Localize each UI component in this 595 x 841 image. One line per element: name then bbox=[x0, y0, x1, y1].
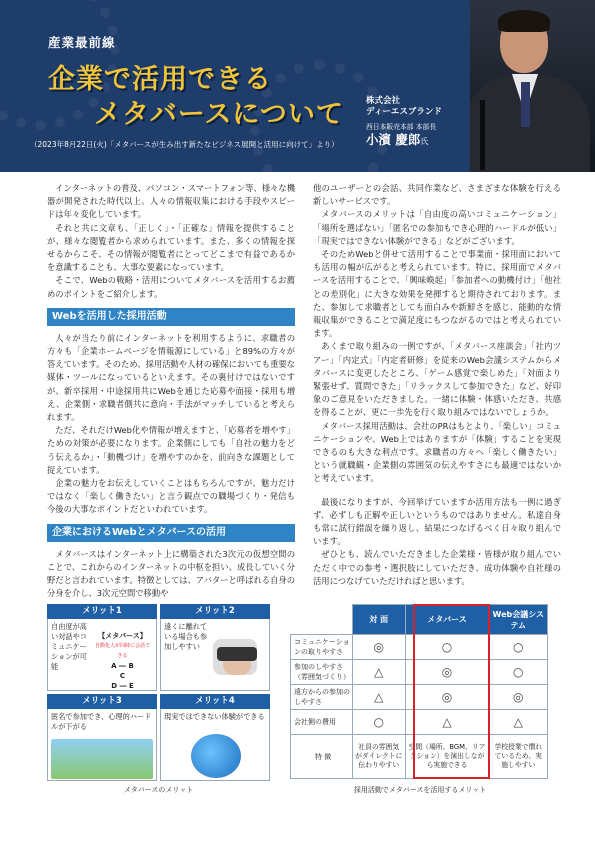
merit-4 bbox=[160, 694, 270, 781]
paragraph: 人々が当たり前にインターネットを利用するように、求職者の方々も「企業ホームページを情報源にしている」と89%の方々が答えています。そのため、採用活動や人材の確保においても重要な媒体・ツールになっているといえます。その裏付けではないですが、新卒採用・中途採用共にWebを通じた応募や面接・採用も増え、企業側・求職者側共に意向・手法がマッチしていると考えられます。 bbox=[47, 332, 295, 423]
merit-4-title: メリット4 bbox=[160, 694, 270, 709]
merit-3-text: 匿名で参加でき、心理的ハードルが下がる bbox=[51, 712, 152, 731]
conversation-diagram bbox=[94, 631, 151, 689]
photo-hair bbox=[498, 10, 550, 32]
vr-headset-icon bbox=[213, 639, 257, 675]
paragraph: ただ、それだけWeb化や情報が増えますと、「応募者を増やす」ための対策が必要になります。企業側にしても「自社の魅力をどう伝えるか」・「動機づけ」を増やすのかを、前向きな課題として捉えています。 bbox=[47, 425, 295, 475]
row-label: 遠方からの参加のしやすさ bbox=[291, 685, 353, 710]
cell: △ bbox=[405, 710, 489, 735]
merits-caption: メタバースのメリット bbox=[123, 786, 194, 794]
table-row bbox=[291, 635, 548, 660]
paragraph: 企業の魅力をお伝えしていくことはもちろんですが、魅力だけではなく「楽しく働きたい」と言う観点での職場づくり・発信も今後の大事なポイントだといわれています。 bbox=[47, 478, 295, 515]
merit-3-title: メリット3 bbox=[47, 694, 157, 709]
speaker-suffix: 氏 bbox=[420, 137, 429, 146]
table-corner bbox=[291, 605, 353, 635]
paragraph: メタバースはインターネット上に構築された3次元の仮想空間のことで、これからのインターネットの中枢を担い、成長していく分野だと言われています。特徴としては、アバターと呼ばれる自身の分身を介し、3次元空間で移動や bbox=[47, 548, 295, 599]
merit-3-body bbox=[47, 709, 157, 781]
microphone-icon bbox=[480, 100, 485, 170]
table-row bbox=[291, 735, 548, 779]
company-line2: ディーエスブランド bbox=[366, 107, 442, 117]
paragraph: そこで、Webの戦略・活用についてメタバースを活用するお薦めのポイントをご紹介します。 bbox=[47, 275, 295, 299]
paragraph: インターネットの普及、パソコン・スマートフォン等、様々な機器が開発された時代以上、人々の情報収集における手段やスピードは年々変化しています。 bbox=[47, 183, 295, 220]
merit-1-title: メリット1 bbox=[47, 604, 157, 619]
paragraph: 他のユーザーとの会話、共同作業など、さまざまな体験を行える新しいサービスです。 bbox=[313, 183, 561, 207]
cell: △ bbox=[353, 660, 406, 685]
cell: △ bbox=[353, 685, 406, 710]
cell: ○ bbox=[489, 635, 547, 660]
row-label: 会社側の費用 bbox=[291, 710, 353, 735]
source-note: （2023年8月22日(火)「メタバースが生み出す新たなビジネス展開と活用に向けて」より） bbox=[30, 140, 339, 149]
company-line1: 株式会社 bbox=[366, 96, 401, 106]
cell: 社員の雰囲気がダイレクトに伝わりやすい bbox=[353, 735, 406, 779]
cell: ○ bbox=[405, 635, 489, 660]
merit-1 bbox=[47, 604, 157, 691]
paragraph: メタバースのメリットは「自由度の高いコミュニケーション」「場所を選ばない」「匿名での参加もでき心理的ハードルが低い」「現実ではできない体験ができる」などがございます。 bbox=[313, 209, 561, 246]
merits-figure bbox=[47, 604, 270, 779]
cell: ○ bbox=[353, 710, 406, 735]
col-header-web-meeting: Web会議システム bbox=[489, 605, 547, 635]
merit-3 bbox=[47, 694, 157, 781]
col-header-metaverse: メタバース bbox=[405, 605, 489, 635]
photo-tie bbox=[521, 82, 530, 127]
merit-1-text: 自由度が高い対話やコミュニケーションが可能 bbox=[51, 622, 87, 671]
paragraph: そのためWebと併せて活用することで事業面・採用面においても活用の幅が広がると考えられています。特に、採用面でメタバースを活用することで、「興味喚起」「参加者への動機付け」「他社との差別化」に大きな効果を発揮すると期待されております。また、参加して求職者としても面白みや新鮮さを感じ、能動的な情報収集ができることで満足度にもつながるのではと考えられています。 bbox=[313, 249, 561, 339]
cell: ◎ bbox=[489, 685, 547, 710]
globe-icon bbox=[191, 734, 241, 778]
department: 西日本販売本部 本部長 bbox=[366, 123, 437, 131]
col-header-face: 対 面 bbox=[353, 605, 406, 635]
merit-2 bbox=[160, 604, 270, 691]
section-heading-metaverse: 企業におけるWebとメタバースの活用 bbox=[47, 524, 295, 542]
article-title-line2: メタバースについて bbox=[94, 99, 344, 130]
speaker-name-text: 小濱 慶郎 bbox=[366, 132, 421, 147]
section-kicker: 産業最前線 bbox=[48, 35, 116, 50]
diagram-title: 【メタバース】 bbox=[98, 632, 147, 640]
merit-2-body bbox=[160, 619, 270, 691]
vr-face bbox=[223, 661, 251, 675]
diagram-ab: A ― B bbox=[111, 662, 134, 670]
diagram-de: D ― E bbox=[111, 682, 134, 690]
cell: ◎ bbox=[405, 685, 489, 710]
cell: ◎ bbox=[405, 660, 489, 685]
cell: ○ bbox=[489, 660, 547, 685]
merit-2-text: 遠くに離れている場合も参加しやすい bbox=[164, 622, 208, 651]
row-label: コミュニケーションの取りやすさ bbox=[291, 635, 353, 660]
table-header-row bbox=[291, 605, 548, 635]
company-name bbox=[366, 96, 442, 118]
merit-4-body bbox=[160, 709, 270, 781]
vr-goggle bbox=[217, 647, 257, 661]
speaker-name bbox=[366, 130, 428, 148]
article-title-line1: 企業で活用できる bbox=[48, 64, 272, 95]
comparison-table bbox=[290, 604, 548, 779]
comparison-caption: 採用活動でメタバースを活用するメリット bbox=[353, 786, 487, 794]
cell: 学校授業で慣れているため、実施しやすい bbox=[489, 735, 547, 779]
article-column-left bbox=[47, 182, 295, 600]
cell: 空間（場所、BGM、リアクション）を演出しながら実施できる bbox=[405, 735, 489, 779]
spacer bbox=[313, 486, 561, 496]
merit-4-text: 現実ではできない体験ができる bbox=[164, 712, 265, 721]
cell: ◎ bbox=[353, 635, 406, 660]
diagram-c: C bbox=[119, 672, 126, 680]
row-label: 特 徴 bbox=[291, 735, 353, 779]
merit-1-body bbox=[47, 619, 157, 691]
paragraph: あくまで取り組みの一例ですが、「メタバース座談会」「社内ツアー」「内定式」「内定者研修」を従来のWeb会議システムからメタバースに変更したところ、「ゲーム感覚で楽しめた」「対面より緊張せず、質問できた」「リラックスして参加できた」など、好印象のご意見をいただきました。一緒に体験・体感いただき、共感を得ることが、更に一歩先を行く取り組みではないでしょうか。 bbox=[313, 341, 561, 418]
article-column-right bbox=[313, 182, 561, 588]
merit-2-title: メリット2 bbox=[160, 604, 270, 619]
cell: △ bbox=[489, 710, 547, 735]
paragraph: ぜひとも、読んでいただきました企業様・皆様が取り組んでいただく中での参考・選択肢にしていただき、成功体験や自社様の活用につなげていただければと思います。 bbox=[313, 549, 561, 586]
avatar-scene-image bbox=[51, 739, 153, 779]
header-banner bbox=[0, 0, 595, 172]
speaker-photo bbox=[470, 0, 595, 172]
paragraph: 最後になりますが、今回挙げていますか活用方法も一例に過ぎず、必ずしも正解や正しいというものではありません。私達自身も常に試行錯誤を繰り返し、結果につなげるべく日々取り組んでいます。 bbox=[313, 496, 561, 547]
section-heading-recruiting: Webを活用した採用活動 bbox=[47, 308, 295, 326]
paragraph: それと共に文章も、「正しく」・「正確な」情報を提供することが、様々な閲覧者から求められています。また、多くの情報を探せるからこそ、その情報が閲覧者にとってどこまで有益であるかを意識することも、大事な要素になっています。 bbox=[47, 222, 295, 273]
row-label: 参加のしやすさ（雰囲気づくり） bbox=[291, 660, 353, 685]
diagram-subtitle: 自動化人が同時に会話できる bbox=[94, 643, 150, 659]
table-row bbox=[291, 710, 548, 735]
table-row bbox=[291, 660, 548, 685]
table-row bbox=[291, 685, 548, 710]
paragraph: メタバース採用活動は、会社のPRはもとより、「楽しい」コミュニケーションや、Web上ではありますが「体験」することを実現できるのも大きな利点です。求職者の方々へ「楽しく働きたい」という就職観・企業側の雰囲気の伝えやすさにも最適ではないかと考えています。 bbox=[313, 420, 561, 484]
